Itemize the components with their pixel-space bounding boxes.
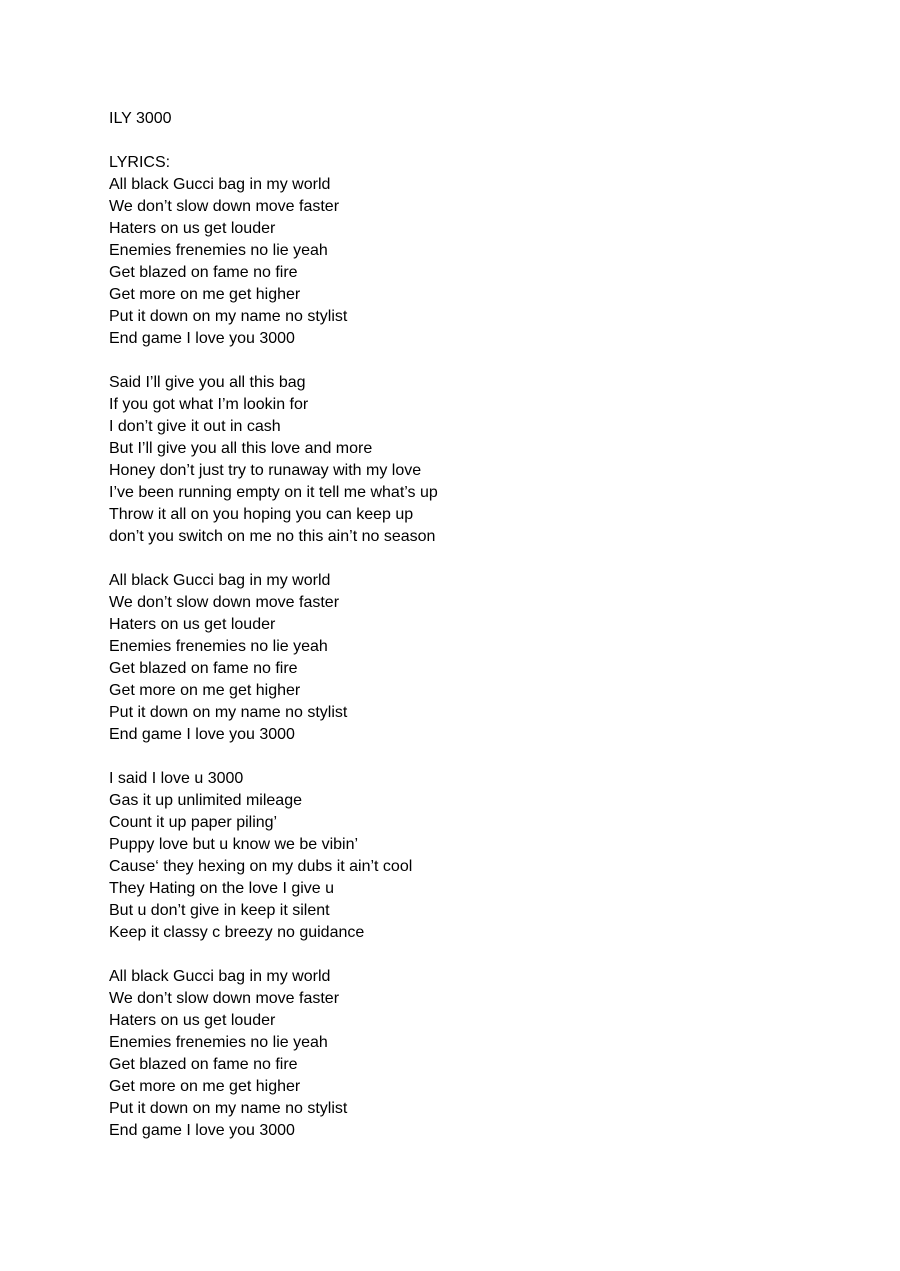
- lyric-line: All black Gucci bag in my world: [109, 968, 331, 985]
- lyric-line: Enemies frenemies no lie yeah: [109, 638, 328, 655]
- stanza-4: [109, 768, 869, 944]
- lyric-line: I said I love u 3000: [109, 770, 244, 787]
- lyric-line: Enemies frenemies no lie yeah: [109, 1034, 328, 1051]
- lyric-line: Honey don’t just try to runaway with my love: [109, 462, 422, 479]
- lyric-line: Count it up paper piling’: [109, 814, 278, 831]
- document-title: ILY 3000: [109, 110, 172, 127]
- lyric-line: We don’t slow down move faster: [109, 198, 340, 215]
- blank-line: [109, 548, 869, 570]
- lyric-line: Get more on me get higher: [109, 286, 301, 303]
- lyric-line: End game I love you 3000: [109, 726, 295, 743]
- lyric-line: We don’t slow down move faster: [109, 990, 340, 1007]
- lyric-line: Get blazed on fame no fire: [109, 264, 298, 281]
- blank-line: [109, 944, 869, 966]
- stanza-1: [109, 174, 869, 350]
- lyric-line: Put it down on my name no stylist: [109, 308, 348, 325]
- lyric-line: Haters on us get louder: [109, 220, 276, 237]
- lyric-line: Cause‘ they hexing on my dubs it ain’t cool: [109, 858, 413, 875]
- blank-line: [109, 130, 869, 152]
- lyric-line: We don’t slow down move faster: [109, 594, 340, 611]
- stanza-5: [109, 966, 869, 1142]
- lyric-line: Haters on us get louder: [109, 616, 276, 633]
- lyric-line: Said I’ll give you all this bag: [109, 374, 306, 391]
- blank-line: [109, 746, 869, 768]
- lyric-line: Get blazed on fame no fire: [109, 660, 298, 677]
- lyric-line: They Hating on the love I give u: [109, 880, 335, 897]
- lyric-line: Put it down on my name no stylist: [109, 704, 348, 721]
- lyric-line: Get more on me get higher: [109, 1078, 301, 1095]
- document-page: [109, 108, 869, 1142]
- lyric-line: All black Gucci bag in my world: [109, 176, 331, 193]
- lyric-line: Get more on me get higher: [109, 682, 301, 699]
- lyric-line: Haters on us get louder: [109, 1012, 276, 1029]
- lyric-line: Keep it classy c breezy no guidance: [109, 924, 365, 941]
- stanza-3: [109, 570, 869, 746]
- stanza-2: [109, 372, 869, 548]
- lyric-line: All black Gucci bag in my world: [109, 572, 331, 589]
- lyric-line: I don’t give it out in cash: [109, 418, 281, 435]
- lyric-line: End game I love you 3000: [109, 1122, 295, 1139]
- lyric-line: Throw it all on you hoping you can keep up: [109, 506, 414, 523]
- lyric-line: If you got what I’m lookin for: [109, 396, 309, 413]
- lyric-line: Get blazed on fame no fire: [109, 1056, 298, 1073]
- lyric-line: End game I love you 3000: [109, 330, 295, 347]
- lyric-line: don’t you switch on me no this ain’t no season: [109, 528, 436, 545]
- lyric-line: But u don’t give in keep it silent: [109, 902, 330, 919]
- lyric-line: Enemies frenemies no lie yeah: [109, 242, 328, 259]
- lyric-line: But I’ll give you all this love and more: [109, 440, 373, 457]
- lyric-line: Put it down on my name no stylist: [109, 1100, 348, 1117]
- lyric-line: Puppy love but u know we be vibin’: [109, 836, 359, 853]
- blank-line: [109, 350, 869, 372]
- lyric-line: I’ve been running empty on it tell me what’s up: [109, 484, 438, 501]
- lyric-line: Gas it up unlimited mileage: [109, 792, 302, 809]
- lyrics-heading: LYRICS:: [109, 154, 171, 171]
